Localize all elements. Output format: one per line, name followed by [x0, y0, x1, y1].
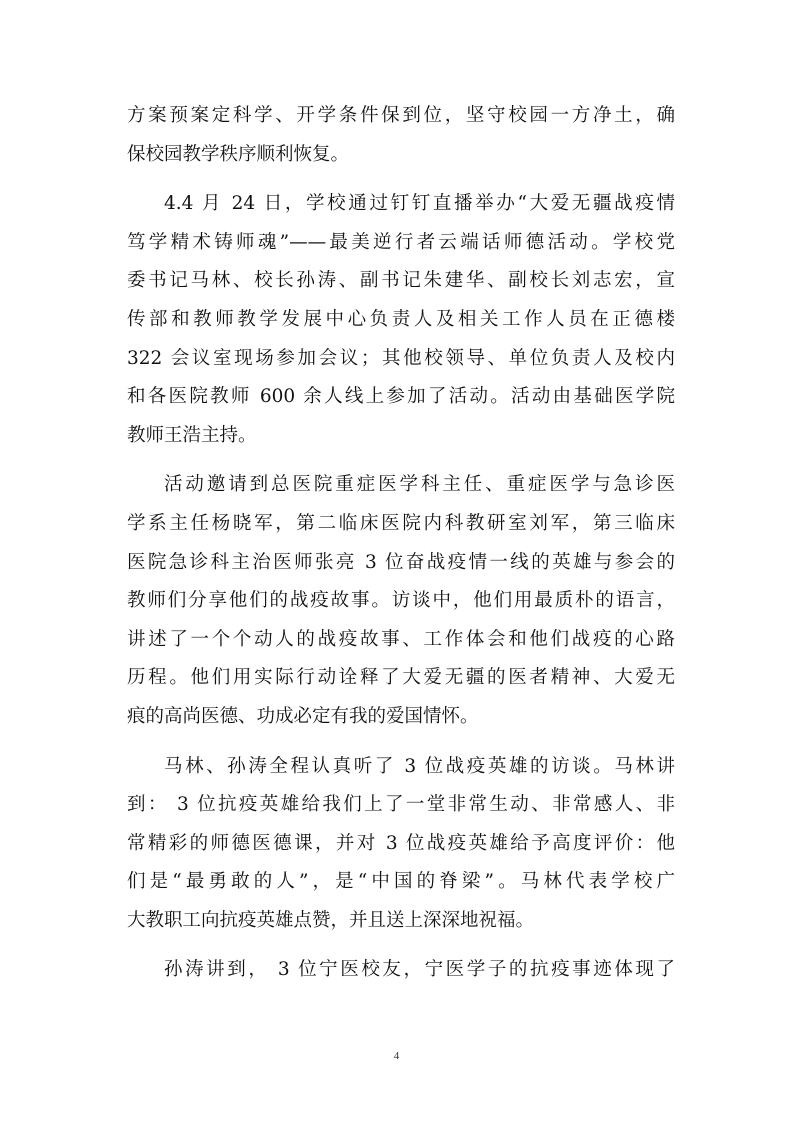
- paragraph-gap: [127, 174, 675, 185]
- text-line: 马林、孙涛全程认真听了 3 位战疫英雄的访谈。马林讲: [164, 755, 675, 777]
- paragraph: [127, 185, 675, 455]
- text-line: 大教职工向抗疫英雄点赞，并且送上深深地祝福。: [127, 909, 535, 931]
- body-text: [127, 97, 675, 990]
- text-line: 笃学精术铸师魂”——最美逆行者云端话师德活动。学校党: [127, 231, 675, 253]
- paragraph: [127, 748, 675, 941]
- paragraph: [127, 951, 675, 990]
- text-line: 孙涛讲到， 3 位宁医校友，宁医学子的抗疫事迹体现了: [164, 959, 675, 981]
- paragraph: [127, 97, 675, 174]
- text-line: 322 会议室现场参加会议；其他校领导、单位负责人及校内: [127, 347, 675, 369]
- text-line: 痕的高尚医德、功成必定有我的爱国情怀。: [127, 705, 479, 727]
- paragraph-gap: [127, 940, 675, 951]
- text-line: 到： 3 位抗疫英雄给我们上了一堂非常生动、非常感人、非: [127, 794, 675, 816]
- text-line: 们是“最勇敢的人”，是“中国的脊梁”。马林代表学校广: [127, 871, 675, 893]
- text-line: 保校园教学秩序顺利恢复。: [127, 143, 350, 165]
- text-line: 历程。他们用实际行动诠释了大爱无疆的医者精神、大爱无: [127, 667, 675, 689]
- paragraph: [127, 466, 675, 736]
- text-line: 方案预案定科学、开学条件保到位，坚守校园一方净土，确: [127, 105, 675, 126]
- text-line: 教师王浩主持。: [127, 424, 257, 446]
- text-line: 医院急诊科主治医师张亮 3 位奋战疫情一线的英雄与参会的: [127, 551, 675, 573]
- text-line: 委书记马林、校长孙涛、副书记朱建华、副校长刘志宏，宣: [127, 270, 675, 292]
- text-line: 常精彩的师德医德课，并对 3 位战疫英雄给予高度评价：他: [127, 832, 675, 854]
- text-line: 传部和教师教学发展中心负责人及相关工作人员在正德楼: [127, 308, 675, 330]
- text-line: 教师们分享他们的战疫故事。访谈中，他们用最质朴的语言，: [127, 590, 675, 612]
- text-line: 学系主任杨晓军，第二临床医院内科教研室刘军，第三临床: [127, 512, 675, 534]
- text-line: 讲述了一个个动人的战疫故事、工作体会和他们战疫的心路: [127, 628, 675, 650]
- text-line: 活动邀请到总医院重症医学科主任、重症医学与急诊医: [164, 474, 675, 496]
- page-number: 4: [393, 1050, 400, 1062]
- text-line: 4.4 月 24 日，学校通过钉钉直播举办“大爱无疆战疫情: [164, 193, 675, 215]
- paragraph-gap: [127, 455, 675, 466]
- paragraph-gap: [127, 737, 675, 748]
- text-line: 和各医院教师 600 余人线上参加了活动。活动由基础医学院: [127, 386, 675, 408]
